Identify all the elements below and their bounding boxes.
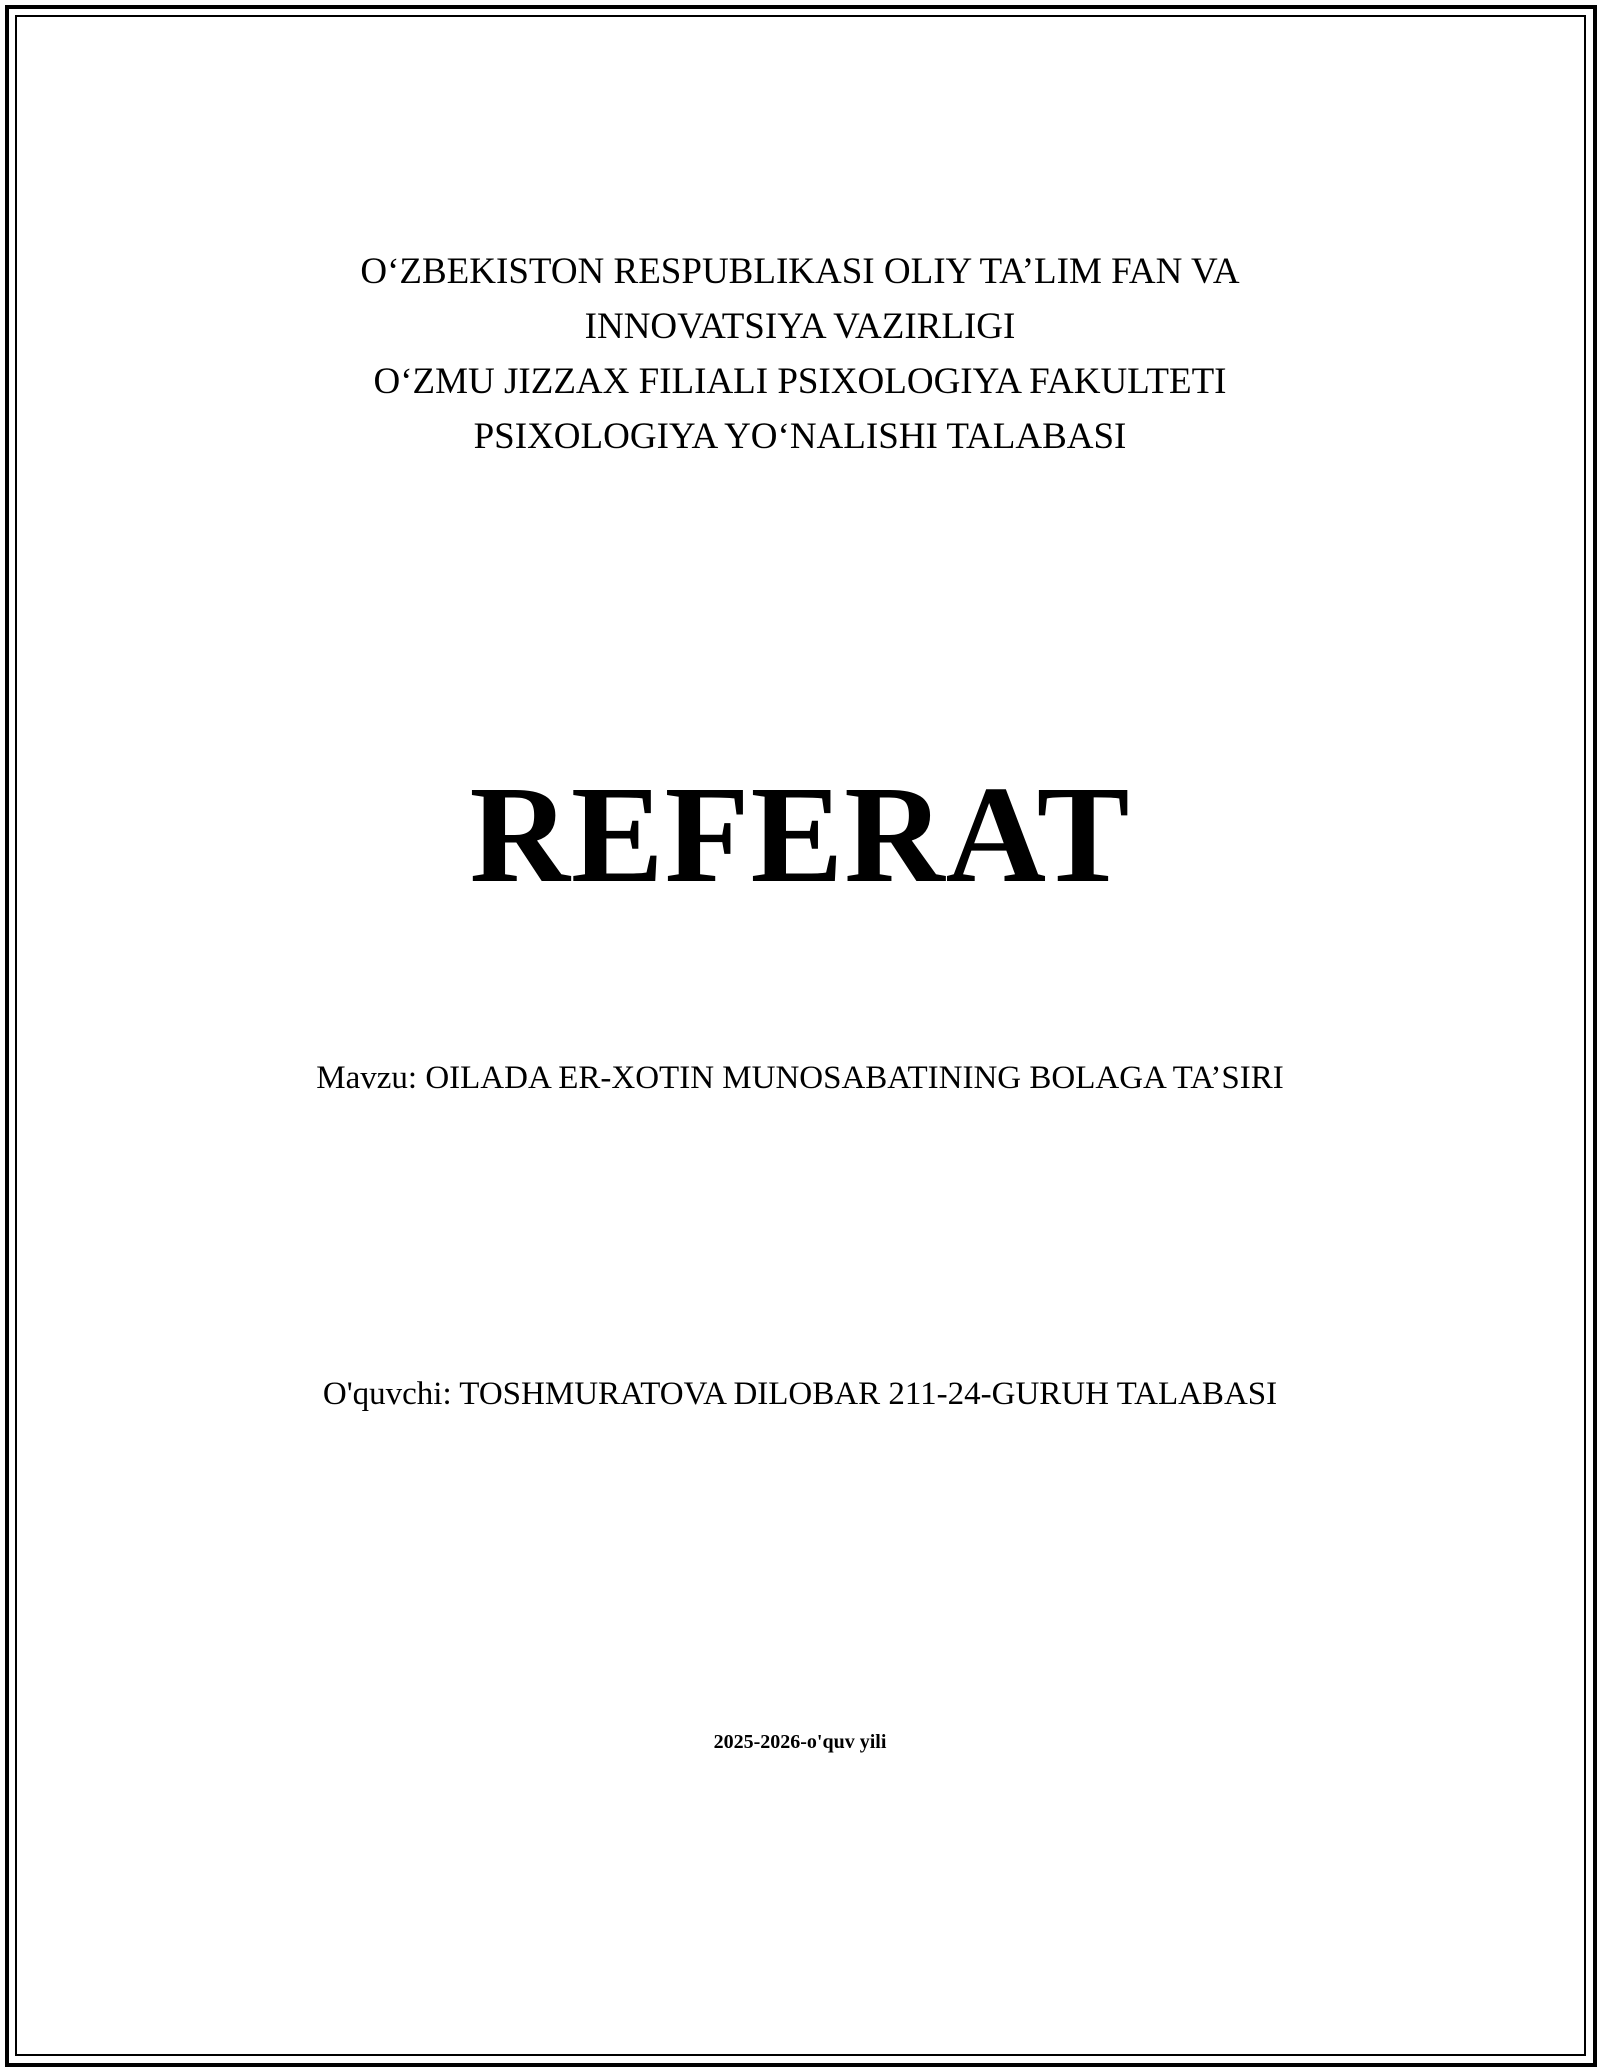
document-title: REFERAT [469,758,1131,912]
topic-line: Mavzu: OILADA ER-XOTIN MUNOSABATINING BOLAGA TA’SIRI [316,1060,1284,1096]
header-line-3: O‘ZMU JIZZAX FILIALI PSIXOLOGIYA FAKULTETI [373,361,1227,402]
header-line-4: PSIXOLOGIYA YO‘NALISHI TALABASI [473,416,1127,457]
header-line-2: INNOVATSIYA VAZIRLIGI [584,306,1016,347]
student-line: O'quvchi: TOSHMURATOVA DILOBAR 211-24-GURUH TALABASI [322,1376,1278,1412]
academic-year: 2025-2026-o'quv yili [713,1731,887,1753]
ministry-header [0,244,1600,464]
header-line-1: O‘ZBEKISTON RESPUBLIKASI OLIY TA’LIM FAN VA [360,251,1240,292]
